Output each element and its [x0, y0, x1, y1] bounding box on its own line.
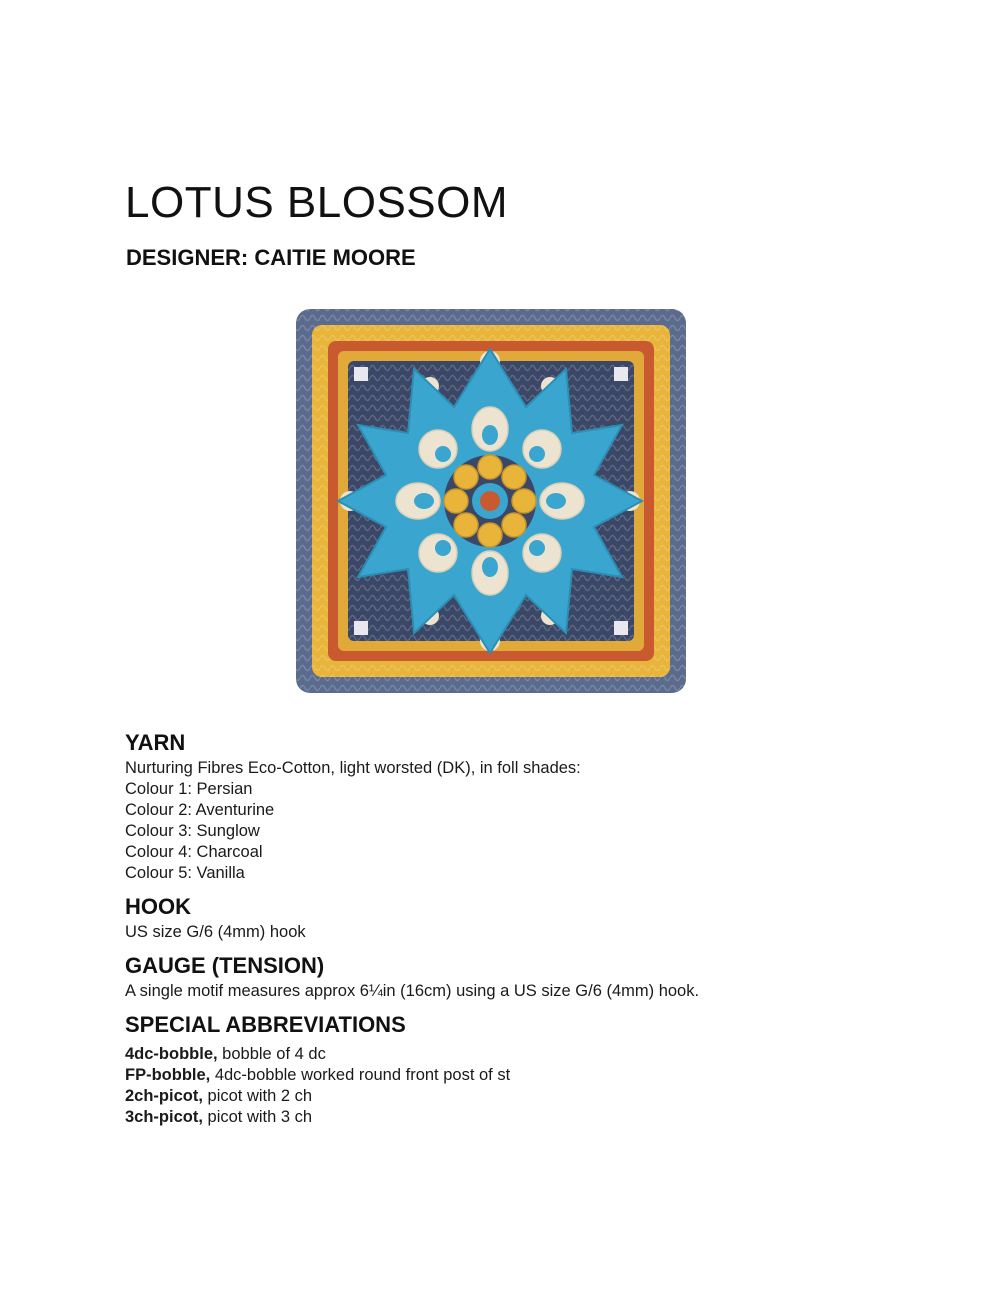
pattern-details — [125, 728, 885, 1128]
abbreviation-term: FP-bobble, — [125, 1066, 211, 1084]
gauge-text: A single motif measures approx 6¼in (16cm) using a US size G/6 (4mm) hook. — [125, 982, 700, 1000]
hook-text: US size G/6 (4mm) hook — [125, 923, 306, 941]
yarn-heading: YARN — [125, 730, 186, 755]
abbreviation-desc: 4dc-bobble worked round front post of st — [210, 1066, 511, 1084]
gauge-heading: GAUGE (TENSION) — [125, 953, 325, 978]
yarn-colour-1: Colour 1: Persian — [125, 780, 253, 798]
yarn-colour-2: Colour 2: Aventurine — [125, 801, 275, 819]
yarn-colour-3: Colour 3: Sunglow — [125, 822, 260, 840]
abbreviation-desc: bobble of 4 dc — [217, 1045, 326, 1063]
abbreviations-heading: SPECIAL ABBREVIATIONS — [125, 1012, 406, 1037]
yarn-intro: Nurturing Fibres Eco-Cotton, light worsted (DK), in foll shades: — [125, 759, 581, 777]
designer-credit: DESIGNER: CAITIE MOORE — [126, 245, 416, 270]
abbreviation-item — [125, 1044, 885, 1065]
hook-heading: HOOK — [125, 894, 191, 919]
lotus-blossom-motif-image — [290, 303, 692, 699]
abbreviation-desc: picot with 3 ch — [202, 1108, 313, 1126]
yarn-colour-5: Colour 5: Vanilla — [125, 864, 245, 882]
abbreviation-term: 4dc-bobble, — [125, 1045, 218, 1063]
abbreviation-term: 3ch-picot, — [125, 1108, 203, 1126]
abbreviation-desc: picot with 2 ch — [202, 1087, 313, 1105]
page-title: LOTUS BLOSSOM — [125, 178, 509, 227]
abbreviation-item — [125, 1065, 885, 1086]
abbreviation-item — [125, 1107, 885, 1128]
abbreviation-item — [125, 1086, 885, 1107]
yarn-colour-4: Colour 4: Charcoal — [125, 843, 263, 861]
abbreviation-term: 2ch-picot, — [125, 1087, 203, 1105]
